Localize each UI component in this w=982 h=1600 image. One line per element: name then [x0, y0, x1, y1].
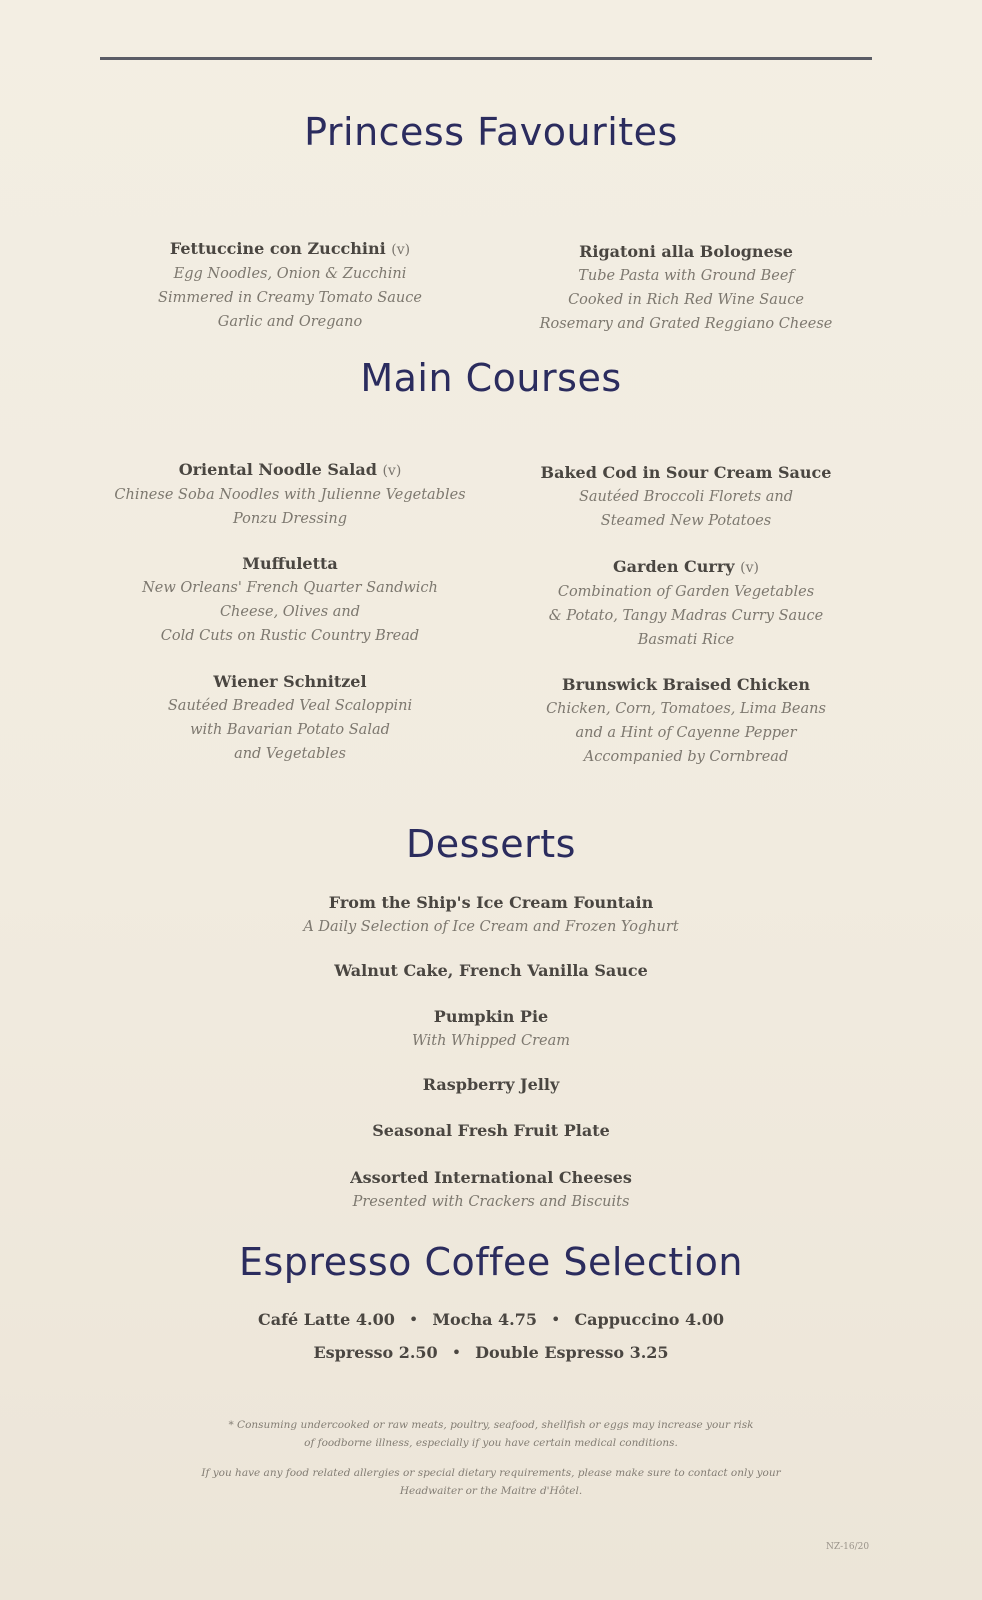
dessert-name: Walnut Cake, French Vanilla Sauce [334, 961, 648, 980]
dish-desc-line: and Vegetables [234, 746, 346, 762]
dish-desc-line: Garlic and Oregano [217, 314, 363, 330]
vegetarian-mark: (v) [740, 560, 759, 576]
dish-desc-line: Cold Cuts on Rustic Country Bread [160, 628, 420, 644]
dish-name: Wiener Schnitzel [213, 672, 367, 691]
coffee-row-2 [0, 1343, 982, 1362]
dish-name: Garden Curry [613, 557, 735, 576]
dish-desc-line: Chinese Soba Noodles with Julienne Vegetables [114, 487, 466, 503]
note-line: If you have any food related allergies or special dietary requirements, please make sure to contact only your [201, 1467, 781, 1479]
coffee-item: Espresso 2.50 [313, 1343, 438, 1362]
coffee-item: Mocha 4.75 [432, 1310, 537, 1329]
dish-desc-line: Accompanied by Cornbread [583, 749, 789, 765]
dish-brunswick-chicken [466, 673, 906, 769]
dish-desc-line: & Potato, Tangy Madras Curry Sauce [548, 608, 824, 624]
dessert-desc: With Whipped Cream [412, 1033, 570, 1049]
dish-wiener-schnitzel [70, 670, 510, 766]
section-title-desserts: Desserts [406, 822, 576, 866]
dessert-name: Seasonal Fresh Fruit Plate [372, 1121, 610, 1140]
section-title-coffee: Espresso Coffee Selection [238, 1240, 743, 1284]
coffee-item: Cappuccino 4.00 [574, 1310, 724, 1329]
dish-name: Baked Cod in Sour Cream Sauce [540, 463, 832, 482]
vegetarian-mark: (v) [391, 242, 411, 258]
dish-desc-line: Rosemary and Grated Reggiano Cheese [539, 316, 833, 332]
dish-garden-curry [466, 555, 906, 652]
dish-desc-line: Ponzu Dressing [232, 511, 348, 527]
note-line: Headwaiter or the Maitre d'Hôtel. [399, 1485, 583, 1497]
dish-desc-line: Basmati Rice [637, 632, 735, 648]
dish-desc-line: Combination of Garden Vegetables [557, 584, 815, 600]
dish-desc-line: New Orleans' French Quarter Sandwich [142, 580, 438, 596]
dessert-item [0, 959, 982, 983]
dish-rigatoni [466, 240, 906, 336]
dish-desc-line: Sautéed Broccoli Florets and [578, 489, 794, 505]
dish-muffuletta [70, 552, 510, 648]
menu-code: NZ-16/20 [826, 1542, 870, 1552]
vegetarian-mark: (v) [382, 463, 402, 479]
allergy-note [140, 1464, 842, 1500]
dish-desc-line: with Bavarian Potato Salad [190, 722, 390, 738]
dessert-name: From the Ship's Ice Cream Fountain [328, 893, 654, 912]
dessert-name: Raspberry Jelly [422, 1075, 560, 1094]
dish-desc-line: Simmered in Creamy Tomato Sauce [158, 290, 422, 306]
food-safety-note [140, 1416, 842, 1452]
dish-name: Oriental Noodle Salad [178, 460, 377, 479]
separator-dot: • [551, 1310, 561, 1329]
dish-desc-line: Steamed New Potatoes [600, 513, 772, 529]
coffee-item: Double Espresso 3.25 [475, 1343, 669, 1362]
dish-baked-cod [466, 461, 906, 533]
dish-name: Brunswick Braised Chicken [562, 675, 810, 694]
dish-desc-line: Egg Noodles, Onion & Zucchini [173, 266, 407, 282]
dish-desc-line: Cheese, Olives and [219, 604, 361, 620]
section-title-favourites: Princess Favourites [304, 110, 678, 154]
dessert-name: Assorted International Cheeses [350, 1168, 632, 1187]
dish-name: Muffuletta [242, 554, 338, 573]
dessert-item [0, 1005, 982, 1053]
dessert-desc: Presented with Crackers and Biscuits [352, 1194, 630, 1210]
dessert-item [0, 1166, 982, 1214]
dessert-item [0, 891, 982, 939]
dessert-item [0, 1073, 982, 1097]
separator-dot: • [451, 1343, 462, 1362]
coffee-item: Café Latte 4.00 [258, 1310, 395, 1329]
dish-name: Fettuccine con Zucchini [169, 239, 386, 258]
dish-fettuccine [70, 237, 510, 334]
dessert-desc: A Daily Selection of Ice Cream and Frozen Yoghurt [303, 919, 679, 935]
separator-dot: • [408, 1310, 419, 1329]
dish-desc-line: Chicken, Corn, Tomatoes, Lima Beans [546, 701, 826, 717]
dish-desc-line: and a Hint of Cayenne Pepper [575, 725, 797, 741]
section-title-mains: Main Courses [360, 356, 622, 400]
coffee-row-1 [0, 1310, 982, 1329]
dessert-name: Pumpkin Pie [433, 1007, 549, 1026]
dish-desc-line: Tube Pasta with Ground Beef [578, 268, 794, 284]
dish-name: Rigatoni alla Bolognese [579, 242, 793, 261]
note-line: of foodborne illness, especially if you have certain medical conditions. [304, 1437, 678, 1449]
dish-oriental-noodle-salad [70, 458, 510, 531]
top-rule [100, 57, 872, 60]
note-line: * Consuming undercooked or raw meats, poultry, seafood, shellfish or eggs may increase your risk [228, 1419, 754, 1431]
dessert-item [0, 1119, 982, 1143]
dish-desc-line: Cooked in Rich Red Wine Sauce [568, 292, 804, 308]
dish-desc-line: Sautéed Breaded Veal Scaloppini [167, 698, 413, 714]
